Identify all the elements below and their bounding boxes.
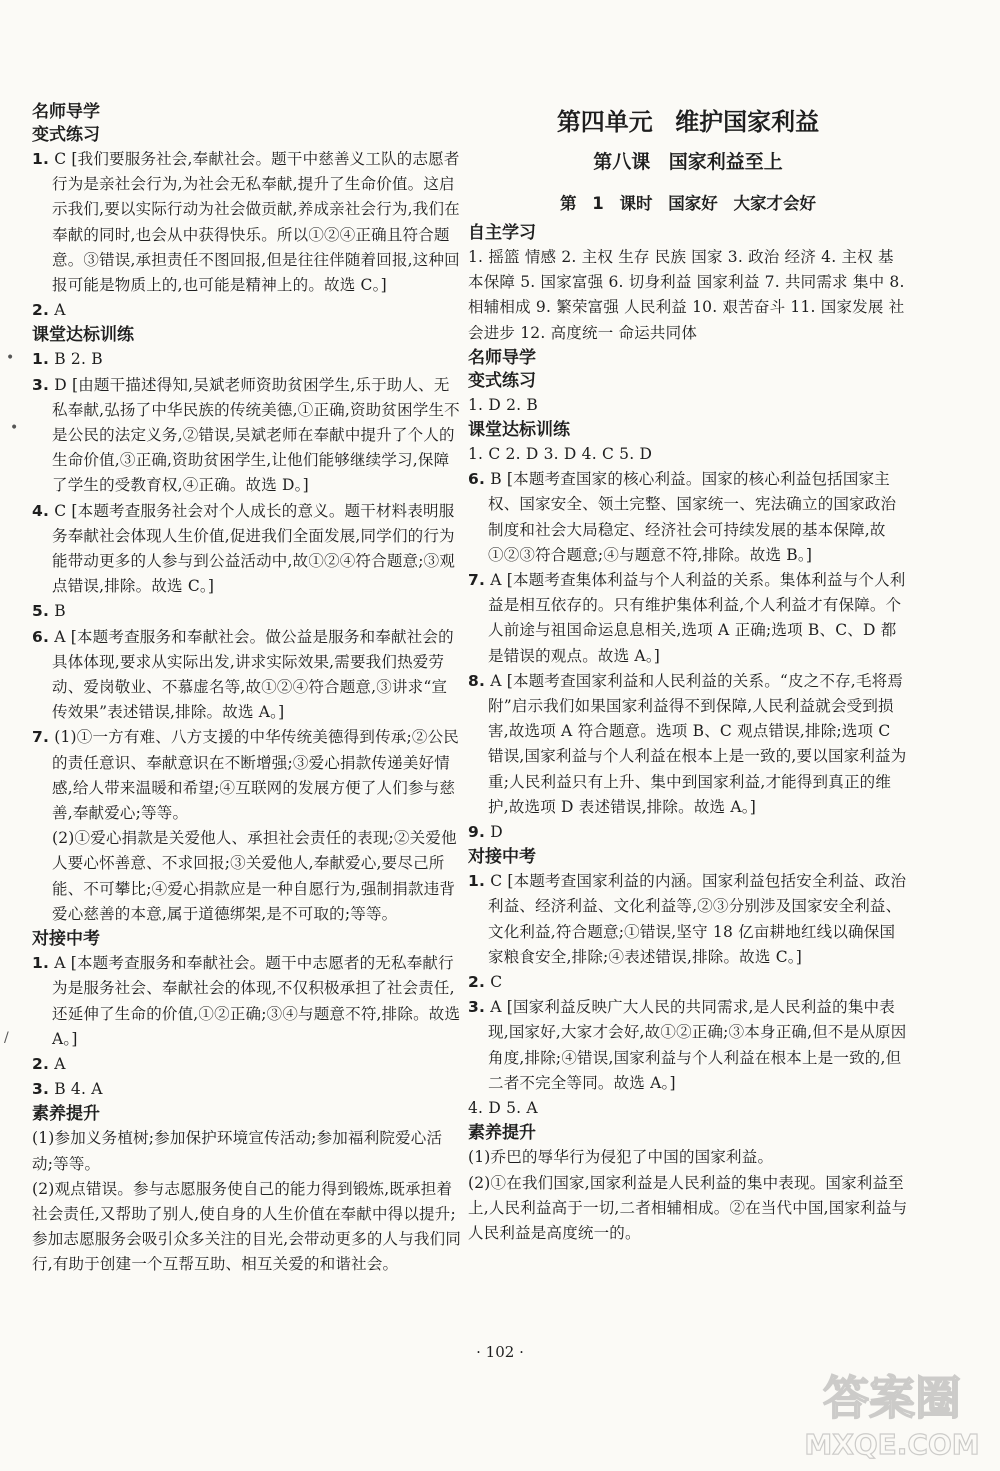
- section-heading: 素养提升: [468, 1123, 536, 1144]
- answer-text: A: [54, 1054, 66, 1073]
- answer-text: B: [54, 602, 66, 621]
- answer-number: 5.: [32, 602, 50, 621]
- answer-item: [32, 347, 462, 372]
- answer-number: 7.: [468, 571, 486, 590]
- watermark-line2: MXQE.COM: [804, 1428, 980, 1461]
- answer-number: 8.: [468, 671, 486, 690]
- answer-item: [32, 625, 462, 726]
- answer-number: 1.: [32, 150, 50, 168]
- answer-item: [32, 1077, 462, 1102]
- answer-number: 2.: [32, 301, 50, 320]
- answer-number: 2.: [468, 973, 486, 992]
- right-items: [468, 222, 908, 1246]
- answer-text: A [国家利益反映广大人民的共同需求,是人民利益的集中表现,国家好,大家才会好,故①②正确;③本身正确,但不是从原因角度,排除;④错误,国家利益与个人利益在根本上是一致的,但二者不完全等同。故选 A。]: [488, 998, 907, 1092]
- answer-line: (2)①在我们国家,国家利益是人民利益的集中表现。国家利益至上,人民利益高于一切,二者相辅相成。②在当代中国,国家利益与人民利益是高度统一的。: [468, 1173, 908, 1242]
- answer-number: 3.: [32, 375, 50, 394]
- answer-number: 6.: [468, 470, 486, 489]
- answer-item: [468, 820, 908, 845]
- answer-continuation: (2)①爱心捐款是关爱他人、承担社会责任的表现;②关爱他人要心怀善意、不求回报;③关爱他人,奉献爱心,要尽己所能、不可攀比;④爱心捐款应是一种自愿行为,强制捐款违背爱心慈善的本意,属于道德绑架,是不可取的;等等。: [52, 829, 457, 923]
- section-heading: 对接中考: [32, 929, 100, 950]
- answer-text: A: [54, 301, 66, 320]
- answer-text: (1)①一方有难、八方支援的中华传统美德得到传承;②公民的责任意识、奉献意识在不断增强;③爱心捐款传递美好情感,给人带来温暖和希望;④互联网的发展方便了人们参与慈善,奉献爱心;等等。: [52, 728, 459, 823]
- unit-title: 第四单元 维护国家利益: [556, 108, 820, 136]
- margin-dot: •: [10, 420, 19, 436]
- answer-item: [468, 669, 908, 820]
- answer-line: 1. C 2. D 3. D 4. C 5. D: [468, 445, 653, 464]
- answer-line: 1. 摇篮 情感 2. 主权 生存 民族 国家 3. 政治 经济 4. 主权 基本保障 5. 国家富强 6. 切身利益 国家利益 7. 共同需求 集中 8. 相辅相成 9. 繁荣富强 人民利益 10. 艰苦奋斗 11. 国家发展 社会进步 12. 高度统一 命运共同体: [468, 248, 905, 342]
- section-heading: 自主学习: [468, 223, 536, 243]
- answer-number: 1.: [468, 872, 486, 891]
- answer-line: (1)乔巴的辱华行为侵犯了中国的国家利益。: [468, 1148, 774, 1167]
- answer-item: [468, 995, 908, 1096]
- section-heading: 变式练习: [32, 125, 100, 145]
- answer-line: (2)观点错误。参与志愿服务使自己的能力得到锻炼,既承担着社会责任,又帮助了别人,使自身的人生价值在奉献中得以提升;参加志愿服务会吸引众多关注的目光,会带动更多的人与我们同行,有助于创建一个互帮互助、相互关爱的和谐社会。: [32, 1179, 462, 1274]
- answer-item: [32, 1052, 462, 1077]
- answer-text: A [本题考查国家利益和人民利益的关系。“皮之不存,毛将焉附”启示我们如果国家利益得不到保障,人民利益就会受到损害,故选项 A 符合题意。选项 B、C 观点错误,排除;选项 C 错误,国家利益与个人利益在根本上是一致的,要以国家利益为重;人民利益只有上升、集中到国家利益,才能得到真正的维护,故选项 D 表述错误,排除。故选 A。]: [488, 671, 907, 816]
- answer-item: [32, 599, 462, 624]
- section-heading: 名师导学: [468, 347, 536, 368]
- margin-tick: /: [4, 1030, 9, 1046]
- section-heading: 课堂达标训练: [32, 325, 134, 346]
- answer-number: 9.: [468, 823, 486, 842]
- answer-item: [468, 970, 908, 995]
- answer-item: [32, 951, 462, 1052]
- answer-number: 3.: [468, 998, 486, 1017]
- answer-text: D: [490, 823, 503, 842]
- answer-item: [32, 147, 462, 298]
- section-heading: 名师导学: [32, 102, 100, 122]
- answer-item: [468, 467, 908, 568]
- answer-text: C [我们要服务社会,奉献社会。题干中慈善义工队的志愿者行为是亲社会行为,为社会无私奉献,提升了生命价值。这启示我们,要以实际行动为社会做贡献,养成亲社会行为,我们在奉献的同时,也会从中获得快乐。所以①②④正确且符合题意。③错误,承担责任不图回报,但是往往伴随着回报,这种回报可能是物质上的,也可能是精神上的。故选 C。]: [52, 150, 460, 295]
- left-column: [32, 100, 462, 1278]
- answer-number: 2.: [32, 1054, 50, 1073]
- answer-number: 6.: [32, 627, 50, 646]
- answer-item: [468, 568, 908, 669]
- section-heading: 素养提升: [32, 1104, 100, 1125]
- answer-text: B [本题考查国家的核心利益。国家的核心利益包括国家主权、国家安全、领土完整、国家统一、宪法确立的国家政治制度和社会大局稳定、经济社会可持续发展的基本保障,故①②③符合题意;④与题意不符,排除。故选 B。]: [488, 470, 897, 564]
- answer-item: [468, 869, 908, 970]
- lesson-title: 第八课 国家利益至上: [593, 151, 783, 173]
- answer-text: D [由题干描述得知,吴斌老师资助贫困学生,乐于助人、无私奉献,弘扬了中华民族的传统美德,①正确,资助贫困学生不是公民的法定义务,②错误,吴斌老师在奉献中提升了个人的生命价值,③正确,资助贫困学生,让他们能够继续学习,保障了学生的受教育权,④正确。故选 D。]: [52, 375, 460, 495]
- answer-line: 1. D 2. B: [468, 395, 538, 414]
- answer-text: A [本题考查服务和奉献社会。做公益是服务和奉献社会的具体体现,要求从实际出发,讲求实际效果,需要我们热爱劳动、爱岗敬业、不慕虚名等,故①②④符合题意,③讲求“宣传效果”表述错误,排除。故选 A。]: [52, 627, 454, 722]
- answer-line: 4. D 5. A: [468, 1099, 538, 1118]
- section-heading: 对接中考: [468, 847, 536, 868]
- section-heading: 变式练习: [468, 370, 536, 391]
- answer-text: C: [490, 973, 503, 992]
- answer-text: A [本题考查服务和奉献社会。题干中志愿者的无私奉献行为是服务社会、奉献社会的体现,不仅积极承担了社会责任,还延伸了生命的价值,①②正确;③④与题意不符,排除。故选 A。]: [52, 954, 461, 1048]
- section-heading: 课堂达标训练: [468, 420, 570, 441]
- answer-number: 7.: [32, 728, 50, 747]
- answer-text: C [本题考查国家利益的内涵。国家利益包括安全利益、政治利益、经济利益、文化利益等,②③分别涉及国家安全利益、文化利益,符合题意;①错误,坚守 18 亿亩耕地红线以确保国家粮食安全,排除;④表述错误,排除。故选 C。]: [488, 872, 907, 966]
- right-column: [468, 100, 908, 1246]
- margin-dot: •: [6, 350, 15, 366]
- answer-number: 4.: [32, 501, 50, 520]
- answer-text: B 2. B: [54, 350, 103, 369]
- answer-text: A [本题考查集体利益与个人利益的关系。集体利益与个人利益是相互依存的。只有维护集体利益,个人利益才有保障。个人前途与祖国命运息息相关,选项 A 正确;选项 B、C、D 都是错误的观点。故选 A。]: [488, 571, 906, 665]
- answer-number: 1.: [32, 350, 50, 369]
- answer-number: 1.: [32, 954, 50, 973]
- answer-item: [32, 499, 462, 600]
- answer-text: B 4. A: [54, 1080, 103, 1099]
- page-number: · 102 ·: [476, 1343, 524, 1361]
- answer-item: [32, 725, 462, 826]
- answer-item: [32, 373, 462, 499]
- answer-item: [32, 298, 462, 323]
- answer-line: (1)参加义务植树;参加保护环境宣传活动;参加福利院爱心活动;等等。: [32, 1129, 443, 1173]
- answer-number: 3.: [32, 1080, 50, 1099]
- section-title: 第 1 课时 国家好 大家才会好: [560, 194, 816, 213]
- watermark-line1: 答案圈: [823, 1371, 961, 1425]
- answer-text: C [本题考查服务社会对个人成长的意义。题干材料表明服务奉献社会体现人生价值,促进我们全面发展,同学们的行为能带动更多的人参与到公益活动中,故①②④符合题意;③观点错误,排除。故选 C。]: [52, 501, 456, 596]
- watermark-logo: [792, 1356, 992, 1464]
